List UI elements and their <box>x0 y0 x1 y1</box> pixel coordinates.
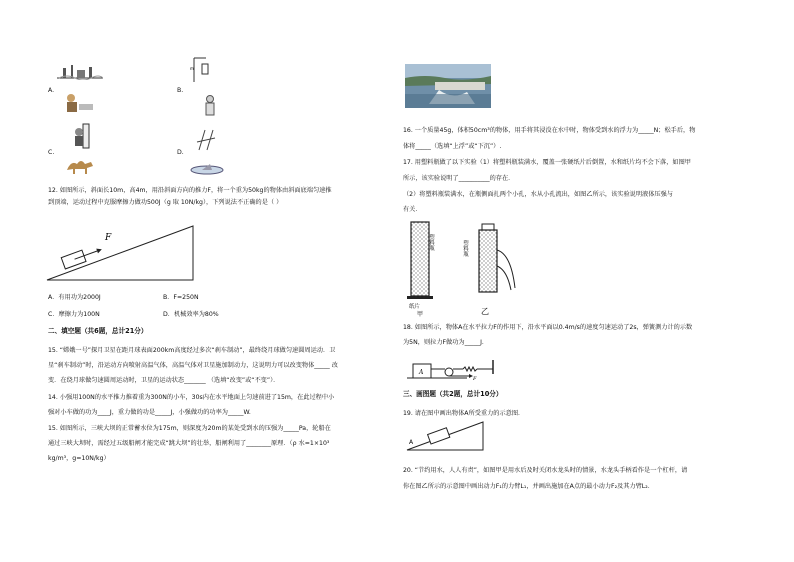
incline-a-figure <box>405 420 485 454</box>
q15b-line3: kg/m³，g=10N/kg） <box>48 455 110 462</box>
bottle-left-label: 塑料瓶 <box>428 234 434 251</box>
q18-line1: 18. 如图所示，物体A在水平拉力F的作用下，沿水平面以0.4m/s的速度匀速运动了2s，弹簧测力计的示数 <box>403 324 693 331</box>
yi-label: 乙 <box>481 307 489 316</box>
paper-label: 纸片 <box>409 304 421 310</box>
q17-line4: 有关． <box>403 206 422 213</box>
q16-line1: 16. 一个质量45g，体积50cm³的物体，用手将其浸没在水中时，物体受到水的浮力为_____N；松手后，物 <box>403 127 696 134</box>
q17-line1: 17. 用塑料瓶做了以下实验（1）将塑料瓶装满水，覆盖一张硬纸片后倒置，水和纸片均不会下落，如图甲 <box>403 159 691 166</box>
q16-line2: 体将_____（选填“上浮”或“下沉”）. <box>403 143 502 150</box>
dam-photo <box>405 64 491 108</box>
parallel-plates-figure <box>195 128 217 152</box>
option-d-label: D. <box>177 149 184 156</box>
section-2-heading: 二、填空题（共6题，总计21分） <box>48 327 148 335</box>
block-a-label: A <box>419 369 424 376</box>
bottle-right-label: 塑料瓶 <box>462 240 468 257</box>
q20-line1: 20. “节约用水，人人有责”，如图甲是用水后及时关闭水龙头时的情景，水龙头手柄看作是一个杠杆，请 <box>403 467 688 474</box>
option-a-label: A. <box>48 87 55 94</box>
q12-option-c: C．摩擦力为100N <box>48 311 100 318</box>
airplane-figure <box>190 162 224 176</box>
thermometer-figure <box>69 122 99 152</box>
incline-block-a-label: A <box>409 439 414 446</box>
bottles-figure <box>407 220 527 318</box>
q12-line1: 12. 如图所示，斜面长10m，高4m，用沿斜面方向的推力F，将一个重为50kg的物体由斜面底端匀速推 <box>48 187 332 194</box>
q19-line1: 19. 请在图中画出物体A所受重力的示意图． <box>403 410 525 417</box>
svg-text:m: m <box>190 66 194 71</box>
q15a-line2: 星“刹车制动”时，沿运动方向喷射高温气体，高温气体对卫星施加制动力，这说明力可以改变物体_____ 改 <box>48 362 338 369</box>
q14-line1: 14. 小强用100N的水平推力推着重为300N的小车，30s内在水平地面上匀速前进了15m，在此过程中小 <box>48 394 335 401</box>
q20-line2: 你在图乙所示的示意图中画出动力F₁的力臂L₁，并画出施加在A点的最小动力F₂及其力臂L₂． <box>403 483 654 490</box>
force-f-label-2: F <box>473 376 477 382</box>
q12-option-b: B．F=250N <box>163 294 199 301</box>
q12-option-a: A．有用功为2000J <box>48 294 101 301</box>
q12-line2: 到顶端，运动过程中克服摩擦力做功500J（g 取 10N/kg），下列说法不正确的是（ ） <box>48 199 283 206</box>
q15a-line1: 15. “嫦娥一号”探月卫星在距月球表面200km高度经过多次“刹车制动”，最终绕月球做匀速圆周运动．卫 <box>48 347 336 354</box>
q18-line2: 为5N，则拉力F做功为_____J． <box>403 339 489 346</box>
option-a-figure <box>57 62 103 80</box>
force-f-label: F <box>105 233 112 243</box>
person-pulling-figure <box>59 92 95 116</box>
jia-label: 甲 <box>417 311 424 318</box>
pulley-figure <box>407 352 507 384</box>
camel-figure <box>65 156 95 176</box>
right-column <box>401 0 756 562</box>
q15b-line1: 15. 如图所示，三峡大坝的正常蓄水位为175m，则深度为20m的某处受到水的压强为_____Pa，轮船在 <box>48 425 331 432</box>
incline-figure <box>45 222 195 284</box>
person-standing-figure <box>200 94 220 118</box>
q17-line2: 所示，该实验说明了__________的存在． <box>403 175 515 182</box>
option-b-label: B. <box>177 87 184 94</box>
q12-option-d: D．机械效率为80% <box>163 311 219 318</box>
left-column <box>45 0 390 562</box>
option-c-label: C. <box>48 149 55 156</box>
section-3-heading: 三、画图题（共2题，总计10分） <box>403 390 503 398</box>
q15b-line2: 通过三峡大坝时，需经过五级船闸才能完成“跳大坝”的壮举，船闸利用了________原理．（ρ 水=1×10³ <box>48 440 330 447</box>
q17-line3: （2）将塑料瓶装满水，在瓶侧面扎两个小孔，水从小孔流出，如图乙所示，该实验说明液体压强与 <box>403 191 673 198</box>
q14-line2: 强对小车做的功为____J，重力做的功是_____J，小强做功的功率为_____W. <box>48 409 251 416</box>
option-b-figure <box>190 56 210 84</box>
q15a-line3: 变．在绕月球做匀速圆周运动时，卫星的运动状态_______ （选填“改变”或“不变”）． <box>48 377 280 384</box>
